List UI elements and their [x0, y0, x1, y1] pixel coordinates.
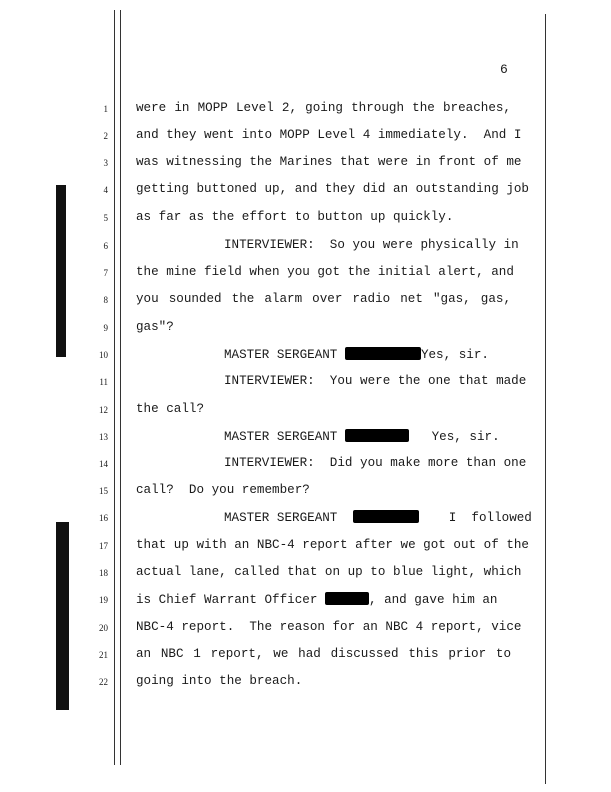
line-number: 4 — [103, 185, 108, 195]
transcript-line-1: were in MOPP Level 2, going through the breaches, — [136, 101, 511, 115]
line-number: 11 — [99, 377, 108, 387]
speaker-label: MASTER SERGEANT — [224, 348, 338, 362]
margin-scan-mark-bottom — [56, 522, 69, 710]
line-number: 14 — [99, 459, 108, 469]
line-number: 16 — [99, 513, 108, 523]
line-number: 8 — [103, 295, 108, 305]
line-text-start: is Chief Warrant Officer — [136, 593, 318, 607]
transcript-line-2: and they went into MOPP Level 4 immediately. And I — [136, 128, 522, 142]
line-number: 17 — [99, 541, 108, 551]
transcript-line-10 — [224, 347, 489, 362]
speaker-label: MASTER SERGEANT — [224, 430, 338, 444]
line-number: 6 — [103, 241, 108, 251]
left-margin-rule-inner — [120, 10, 121, 765]
line-number: 20 — [99, 623, 108, 633]
line-number: 18 — [99, 568, 108, 578]
transcript-line-18: actual lane, called that on up to blue light, which — [136, 565, 522, 579]
line-text-end: , and gave him an — [368, 593, 498, 607]
margin-scan-mark-top — [56, 185, 66, 357]
transcript-line-3: was witnessing the Marines that were in front of me — [136, 155, 522, 169]
redaction-bar — [325, 592, 369, 605]
transcript-line-17: that up with an NBC-4 report after we got out of the — [136, 538, 529, 552]
page-number: 6 — [500, 62, 508, 77]
line-number: 2 — [103, 131, 108, 141]
transcript-line-11: INTERVIEWER: You were the one that made — [224, 374, 527, 388]
speaker-label: MASTER SERGEANT — [224, 511, 338, 525]
transcript-line-15: call? Do you remember? — [136, 483, 310, 497]
reply-text: I followed — [448, 511, 532, 525]
transcript-line-4: getting buttoned up, and they did an outstanding job — [136, 182, 529, 196]
transcript-line-5: as far as the effort to button up quickly. — [136, 210, 454, 224]
transcript-line-13 — [224, 429, 500, 444]
transcript-line-22: going into the breach. — [136, 674, 303, 688]
line-number: 1 — [103, 104, 108, 114]
transcript-line-20: NBC-4 report. The reason for an NBC 4 report, vice — [136, 620, 522, 634]
transcript-line-19 — [136, 592, 497, 607]
line-number: 19 — [99, 595, 108, 605]
transcript-line-16 — [224, 510, 532, 525]
right-margin-rule — [545, 14, 546, 784]
left-margin-rule — [114, 10, 115, 765]
line-number: 12 — [99, 405, 108, 415]
reply-text: Yes, sir. — [420, 348, 489, 362]
line-number: 13 — [99, 432, 108, 442]
redaction-bar — [353, 510, 419, 523]
transcript-line-14: INTERVIEWER: Did you make more than one — [224, 456, 527, 470]
transcript-line-6: INTERVIEWER: So you were physically in — [224, 238, 519, 252]
redaction-bar — [345, 347, 421, 360]
line-number: 9 — [103, 323, 108, 333]
line-number: 3 — [103, 158, 108, 168]
line-number: 5 — [103, 213, 108, 223]
transcript-line-7: the mine field when you got the initial alert, and — [136, 265, 514, 279]
line-number: 10 — [99, 350, 108, 360]
transcript-line-9: gas"? — [136, 320, 174, 334]
transcript-line-12: the call? — [136, 402, 205, 416]
line-number: 22 — [99, 677, 108, 687]
redaction-bar — [345, 429, 409, 442]
line-number: 7 — [103, 268, 108, 278]
line-number: 21 — [99, 650, 108, 660]
line-number: 15 — [99, 486, 108, 496]
transcript-line-8: you sounded the alarm over radio net "gas, gas, — [136, 292, 511, 306]
transcript-line-21: an NBC 1 report, we had discussed this prior to — [136, 647, 511, 661]
reply-text: Yes, sir. — [431, 430, 500, 444]
